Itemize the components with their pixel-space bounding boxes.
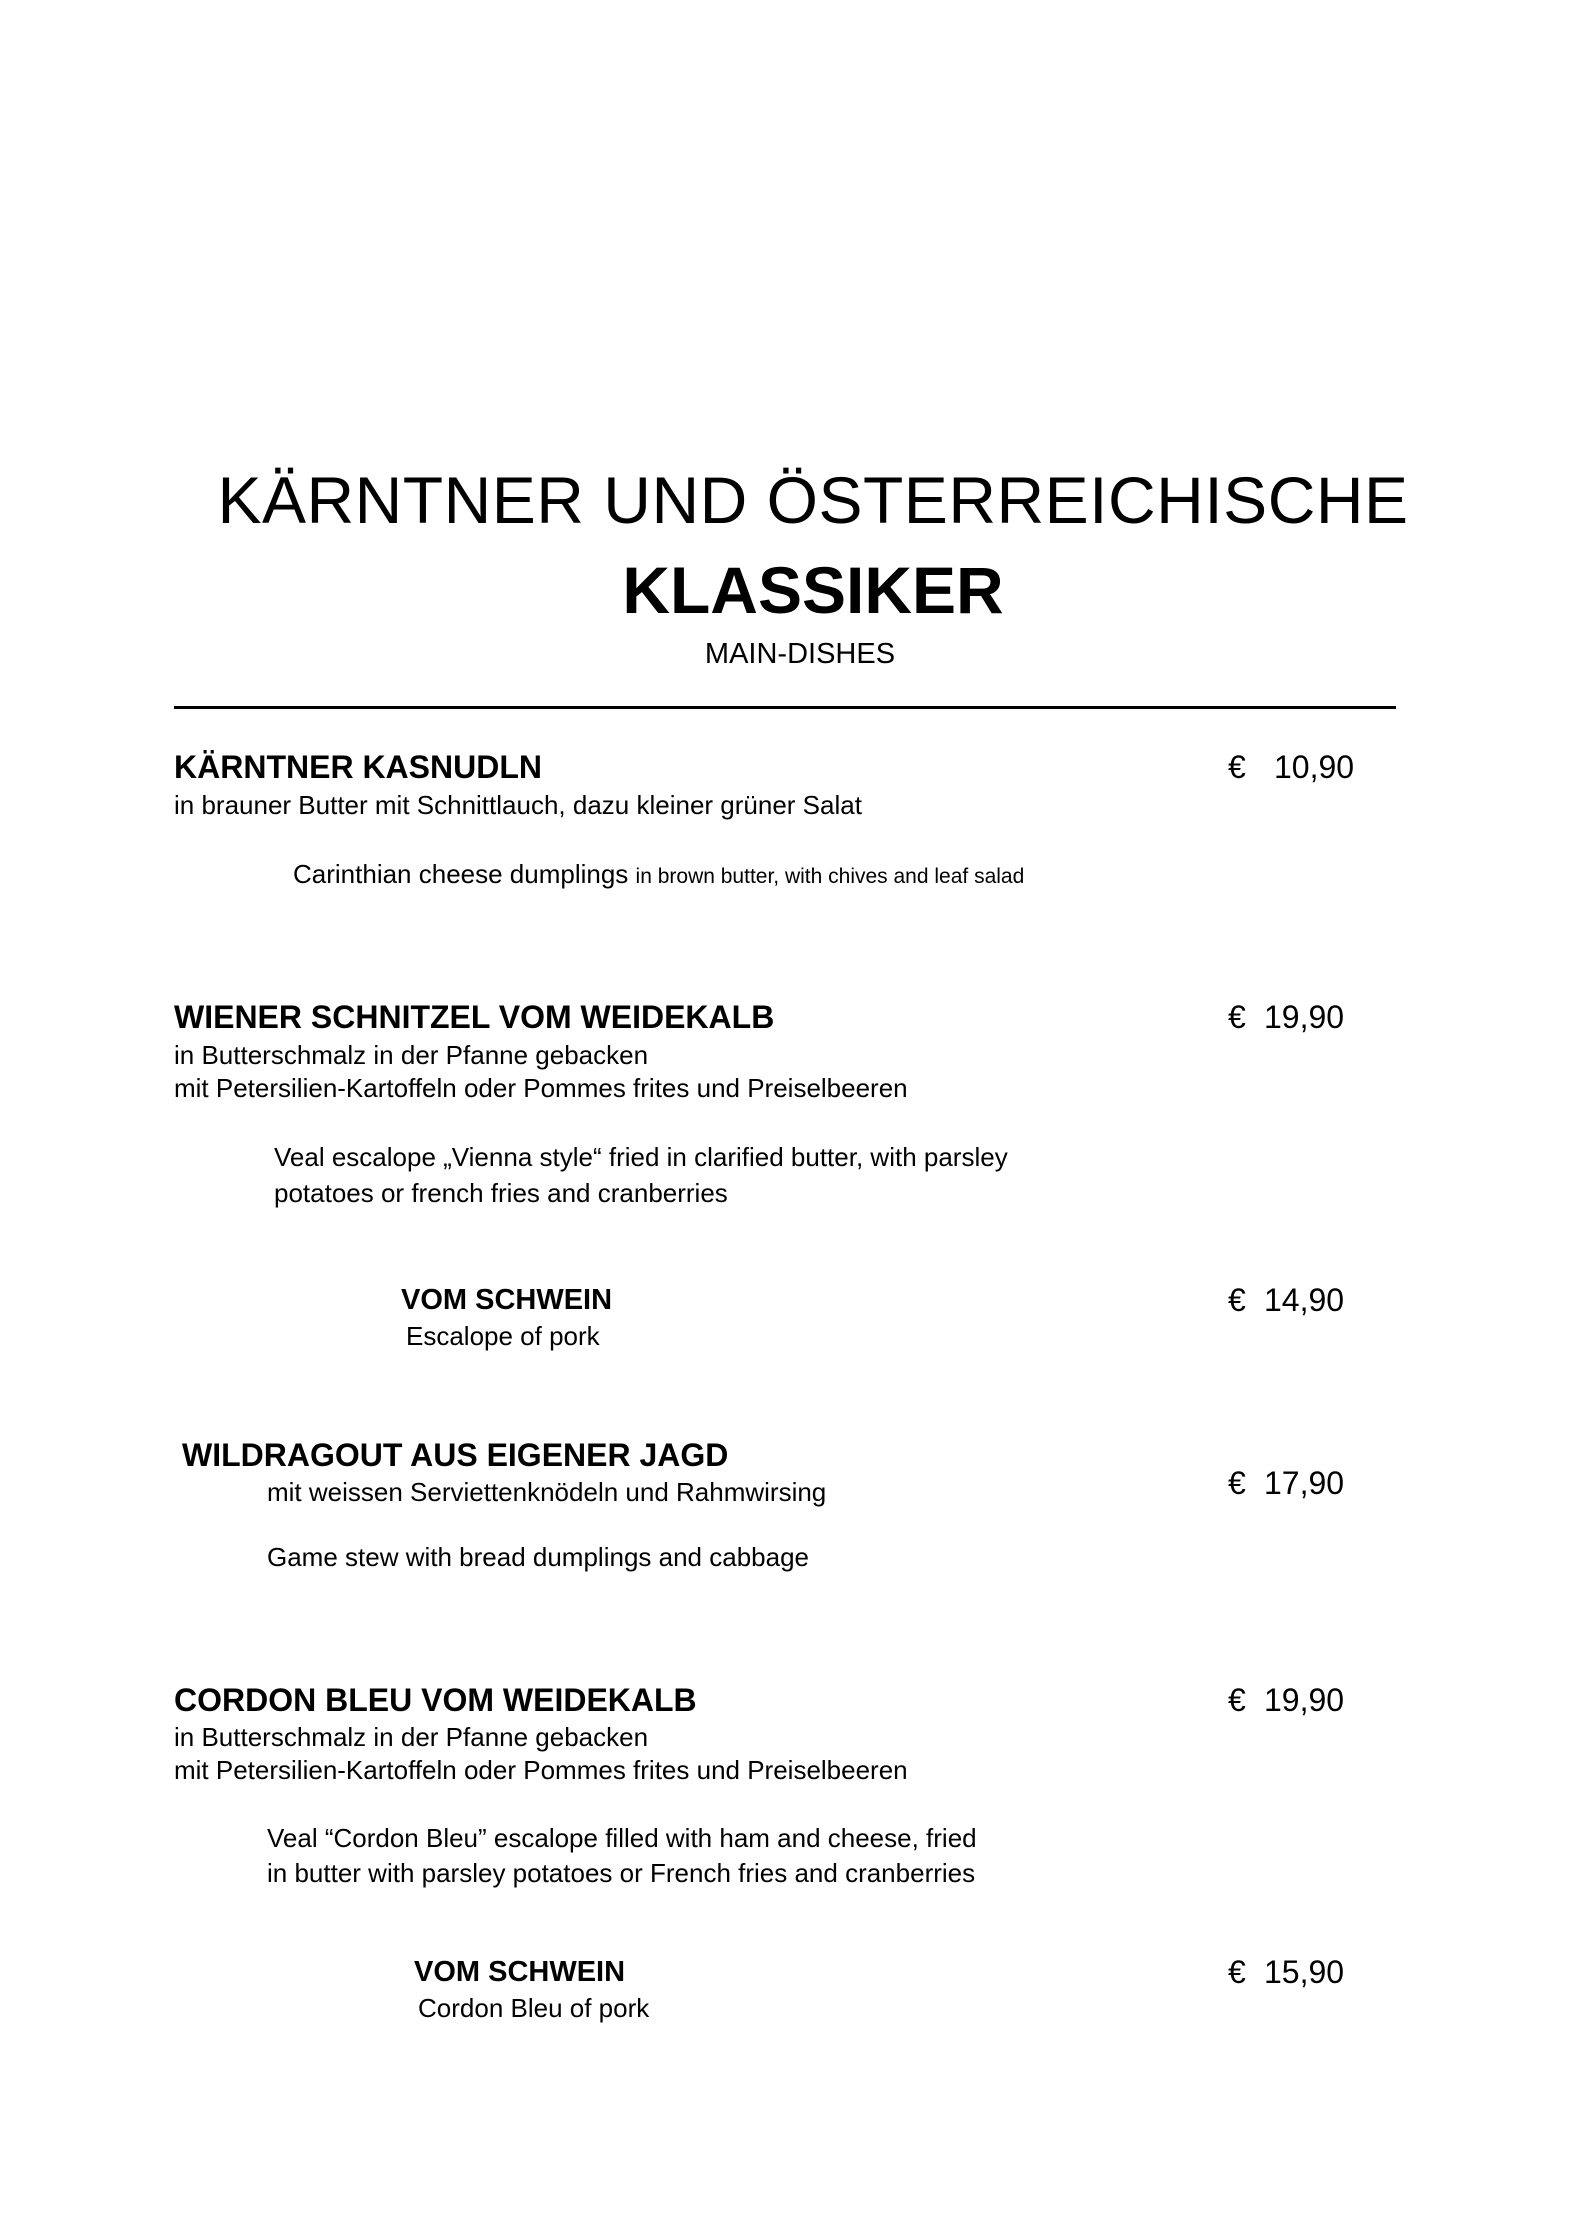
dish-english-main: Carinthian cheese dumplings	[293, 859, 629, 889]
dish-name: CORDON BLEU VOM WEIDEKALB	[174, 1682, 697, 1718]
dish-name: WIENER SCHNITZEL VOM WEIDEKALB	[174, 999, 775, 1035]
price-value: 19,90	[1264, 1682, 1345, 1718]
currency-symbol: €	[1228, 1682, 1246, 1718]
dish-name: VOM SCHWEIN	[414, 1956, 626, 1988]
currency-symbol: €	[1228, 999, 1246, 1035]
dish-price	[1228, 1282, 1344, 1319]
dish-english: Game stew with bread dumplings and cabbage	[267, 1542, 809, 1572]
dish-price	[1228, 1682, 1344, 1719]
dish-price	[1228, 999, 1344, 1036]
dish-price	[1228, 1465, 1344, 1502]
dish-name: VOM SCHWEIN	[401, 1284, 613, 1316]
dish-english: Veal escalope „Vienna style“ fried in clarified butter, with parsley	[274, 1142, 1008, 1172]
dish-price	[1228, 749, 1354, 786]
dish-description: in brauner Butter mit Schnittlauch, dazu kleiner grüner Salat	[174, 790, 862, 820]
currency-symbol: €	[1228, 749, 1246, 785]
price-value: 19,90	[1264, 999, 1345, 1035]
dish-english-detail: in brown butter, with chives and leaf salad	[635, 865, 1025, 888]
currency-symbol: €	[1228, 1954, 1246, 1990]
dish-english: potatoes or french fries and cranberries	[274, 1178, 728, 1208]
dish-name: WILDRAGOUT AUS EIGENER JAGD	[182, 1437, 729, 1473]
currency-symbol: €	[1228, 1282, 1246, 1318]
price-value: 10,90	[1274, 749, 1355, 785]
dish-name: KÄRNTNER KASNUDLN	[174, 749, 542, 785]
menu-subtitle: MAIN-DISHES	[704, 638, 896, 670]
dish-description: mit Petersilien-Kartoffeln oder Pommes frites und Preiselbeeren	[174, 1073, 908, 1103]
dish-english	[293, 856, 1024, 895]
dish-english: Escalope of pork	[406, 1321, 600, 1351]
menu-title-bold: KLASSIKER	[622, 553, 1004, 627]
dish-english: Cordon Bleu of pork	[418, 1993, 650, 2023]
dish-description: in Butterschmalz in der Pfanne gebacken	[174, 1722, 649, 1752]
menu-title: KÄRNTNER UND ÖSTERREICHISCHE	[217, 463, 1409, 537]
dish-english: Veal “Cordon Bleu” escalope filled with ham and cheese, fried	[267, 1823, 977, 1853]
dish-description: mit weissen Serviettenknödeln und Rahmwirsing	[267, 1477, 827, 1507]
price-value: 17,90	[1264, 1465, 1345, 1501]
price-value: 14,90	[1264, 1282, 1345, 1318]
price-value: 15,90	[1264, 1954, 1345, 1990]
header-divider	[174, 706, 1396, 709]
dish-description: in Butterschmalz in der Pfanne gebacken	[174, 1040, 649, 1070]
currency-symbol: €	[1228, 1465, 1246, 1501]
dish-description: mit Petersilien-Kartoffeln oder Pommes frites und Preiselbeeren	[174, 1755, 908, 1785]
dish-english: in butter with parsley potatoes or French fries and cranberries	[267, 1858, 976, 1888]
dish-price	[1228, 1954, 1344, 1991]
